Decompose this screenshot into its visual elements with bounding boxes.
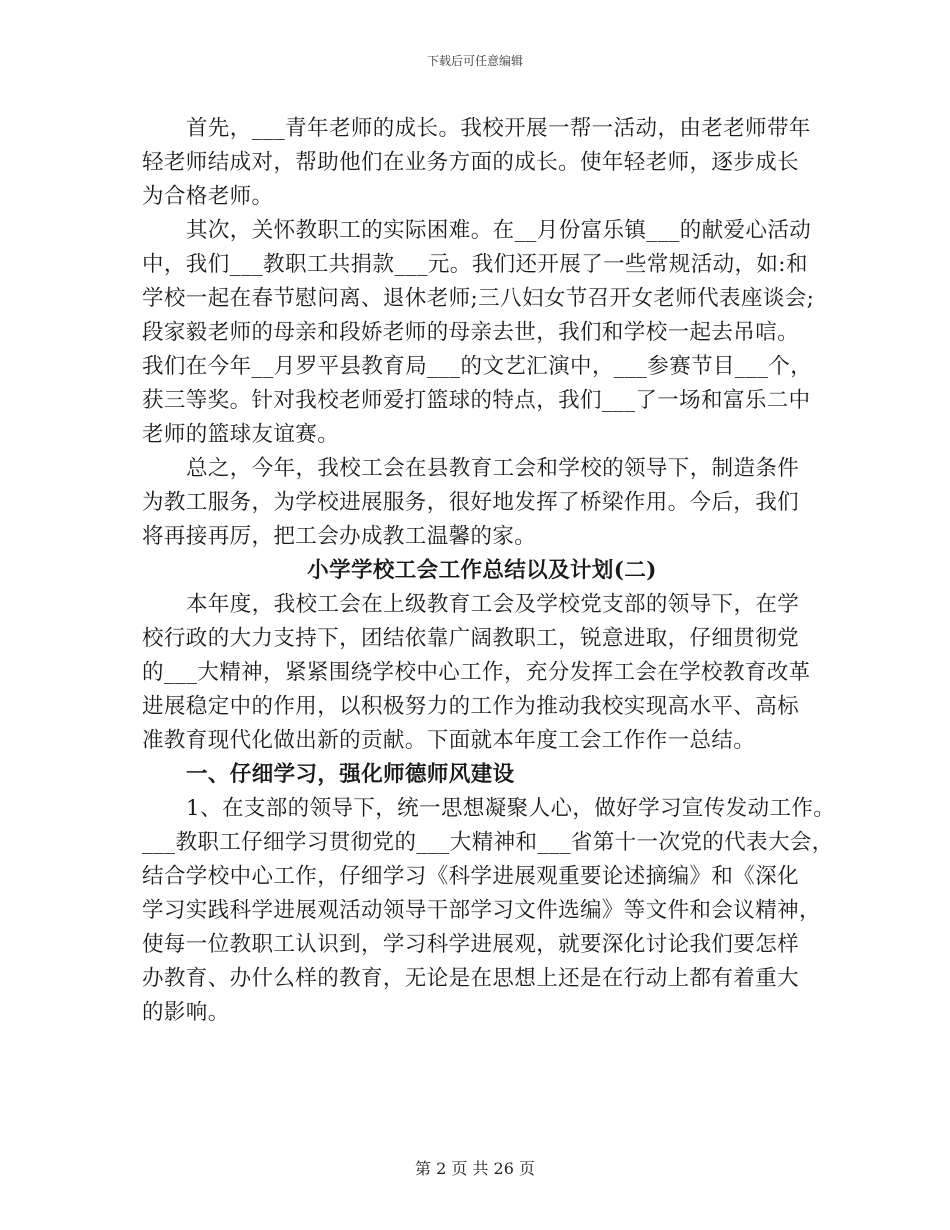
section-title: 小学学校工会工作总结以及计划(二)	[307, 558, 657, 583]
page-header: 下载后可任意编辑	[426, 54, 523, 68]
paragraph-line: 中，我们___教职工共捐款___元。我们还开展了一些常规活动，如:和	[142, 252, 808, 277]
paragraph-line: ___教职工仔细学习贯彻党的___大精神和___省第十一次党的代表大会，	[142, 830, 834, 855]
paragraph-line: 校行政的大力支持下，团结依靠广阔教职工，锐意进取，仔细贯彻党	[142, 626, 800, 651]
page-footer: 第 2 页 共 26 页	[415, 1159, 535, 1178]
paragraph-line: 为合格老师。	[142, 184, 274, 209]
paragraph-line: 的影响。	[142, 1000, 230, 1025]
paragraph-line: 准教育现代化做出新的贡献。下面就本年度工会工作作一总结。	[142, 728, 756, 753]
paragraph-line: 本年度，我校工会在上级教育工会及学校党支部的领导下，在学	[186, 592, 800, 617]
paragraph-line: 结合学校中心工作，仔细学习《科学进展观重要论述摘编》和《深化	[142, 864, 800, 889]
section-heading: 一、仔细学习，强化师德师风建设	[186, 762, 515, 787]
paragraph-line: 将再接再厉，把工会办成教工温馨的家。	[142, 524, 537, 549]
paragraph-line: 段家毅老师的母亲和段娇老师的母亲去世，我们和学校一起去吊唁。	[142, 320, 800, 345]
document-body	[142, 112, 836, 1030]
paragraph-line: 为教工服务，为学校进展服务，很好地发挥了桥梁作用。今后，我们	[142, 490, 800, 515]
paragraph-line: 的___大精神，紧紧围绕学校中心工作，充分发挥工会在学校教育改革	[142, 660, 811, 685]
paragraph-line: 获三等奖。针对我校老师爱打篮球的特点，我们___了一场和富乐二中	[142, 388, 811, 413]
paragraph-line: 学习实践科学进展观活动领导干部学习文件选编》等文件和会议精神，	[142, 898, 821, 923]
paragraph-line: 首先，___青年老师的成长。我校开展一帮一活动，由老老师带年	[186, 116, 811, 141]
paragraph-line: 进展稳定中的作用，以积极努力的工作为推动我校实现高水平、高标	[142, 694, 800, 719]
paragraph-line: 老师的篮球友谊赛。	[142, 422, 340, 447]
paragraph-line: 其次，关怀教职工的实际困难。在__月份富乐镇___的献爱心活动	[186, 218, 812, 243]
paragraph-line: 总之，今年，我校工会在县教育工会和学校的领导下，制造条件	[186, 456, 800, 481]
paragraph-line: 我们在今年__月罗平县教育局___的文艺汇演中，___参赛节目___个，	[142, 354, 813, 379]
paragraph-line: 轻老师结成对，帮助他们在业务方面的成长。使年轻老师，逐步成长	[142, 150, 800, 175]
paragraph-line: 使每一位教职工认识到，学习科学进展观，就要深化讨论我们要怎样	[142, 932, 800, 957]
paragraph-line: 学校一起在春节慰问离、退休老师;三八妇女节召开女老师代表座谈会;	[142, 286, 815, 311]
paragraph-line: 1、在支部的领导下，统一思想凝聚人心，做好学习宣传发动工作。	[186, 796, 836, 821]
paragraph-line: 办教育、办什么样的教育，无论是在思想上还是在行动上都有着重大	[142, 966, 800, 991]
